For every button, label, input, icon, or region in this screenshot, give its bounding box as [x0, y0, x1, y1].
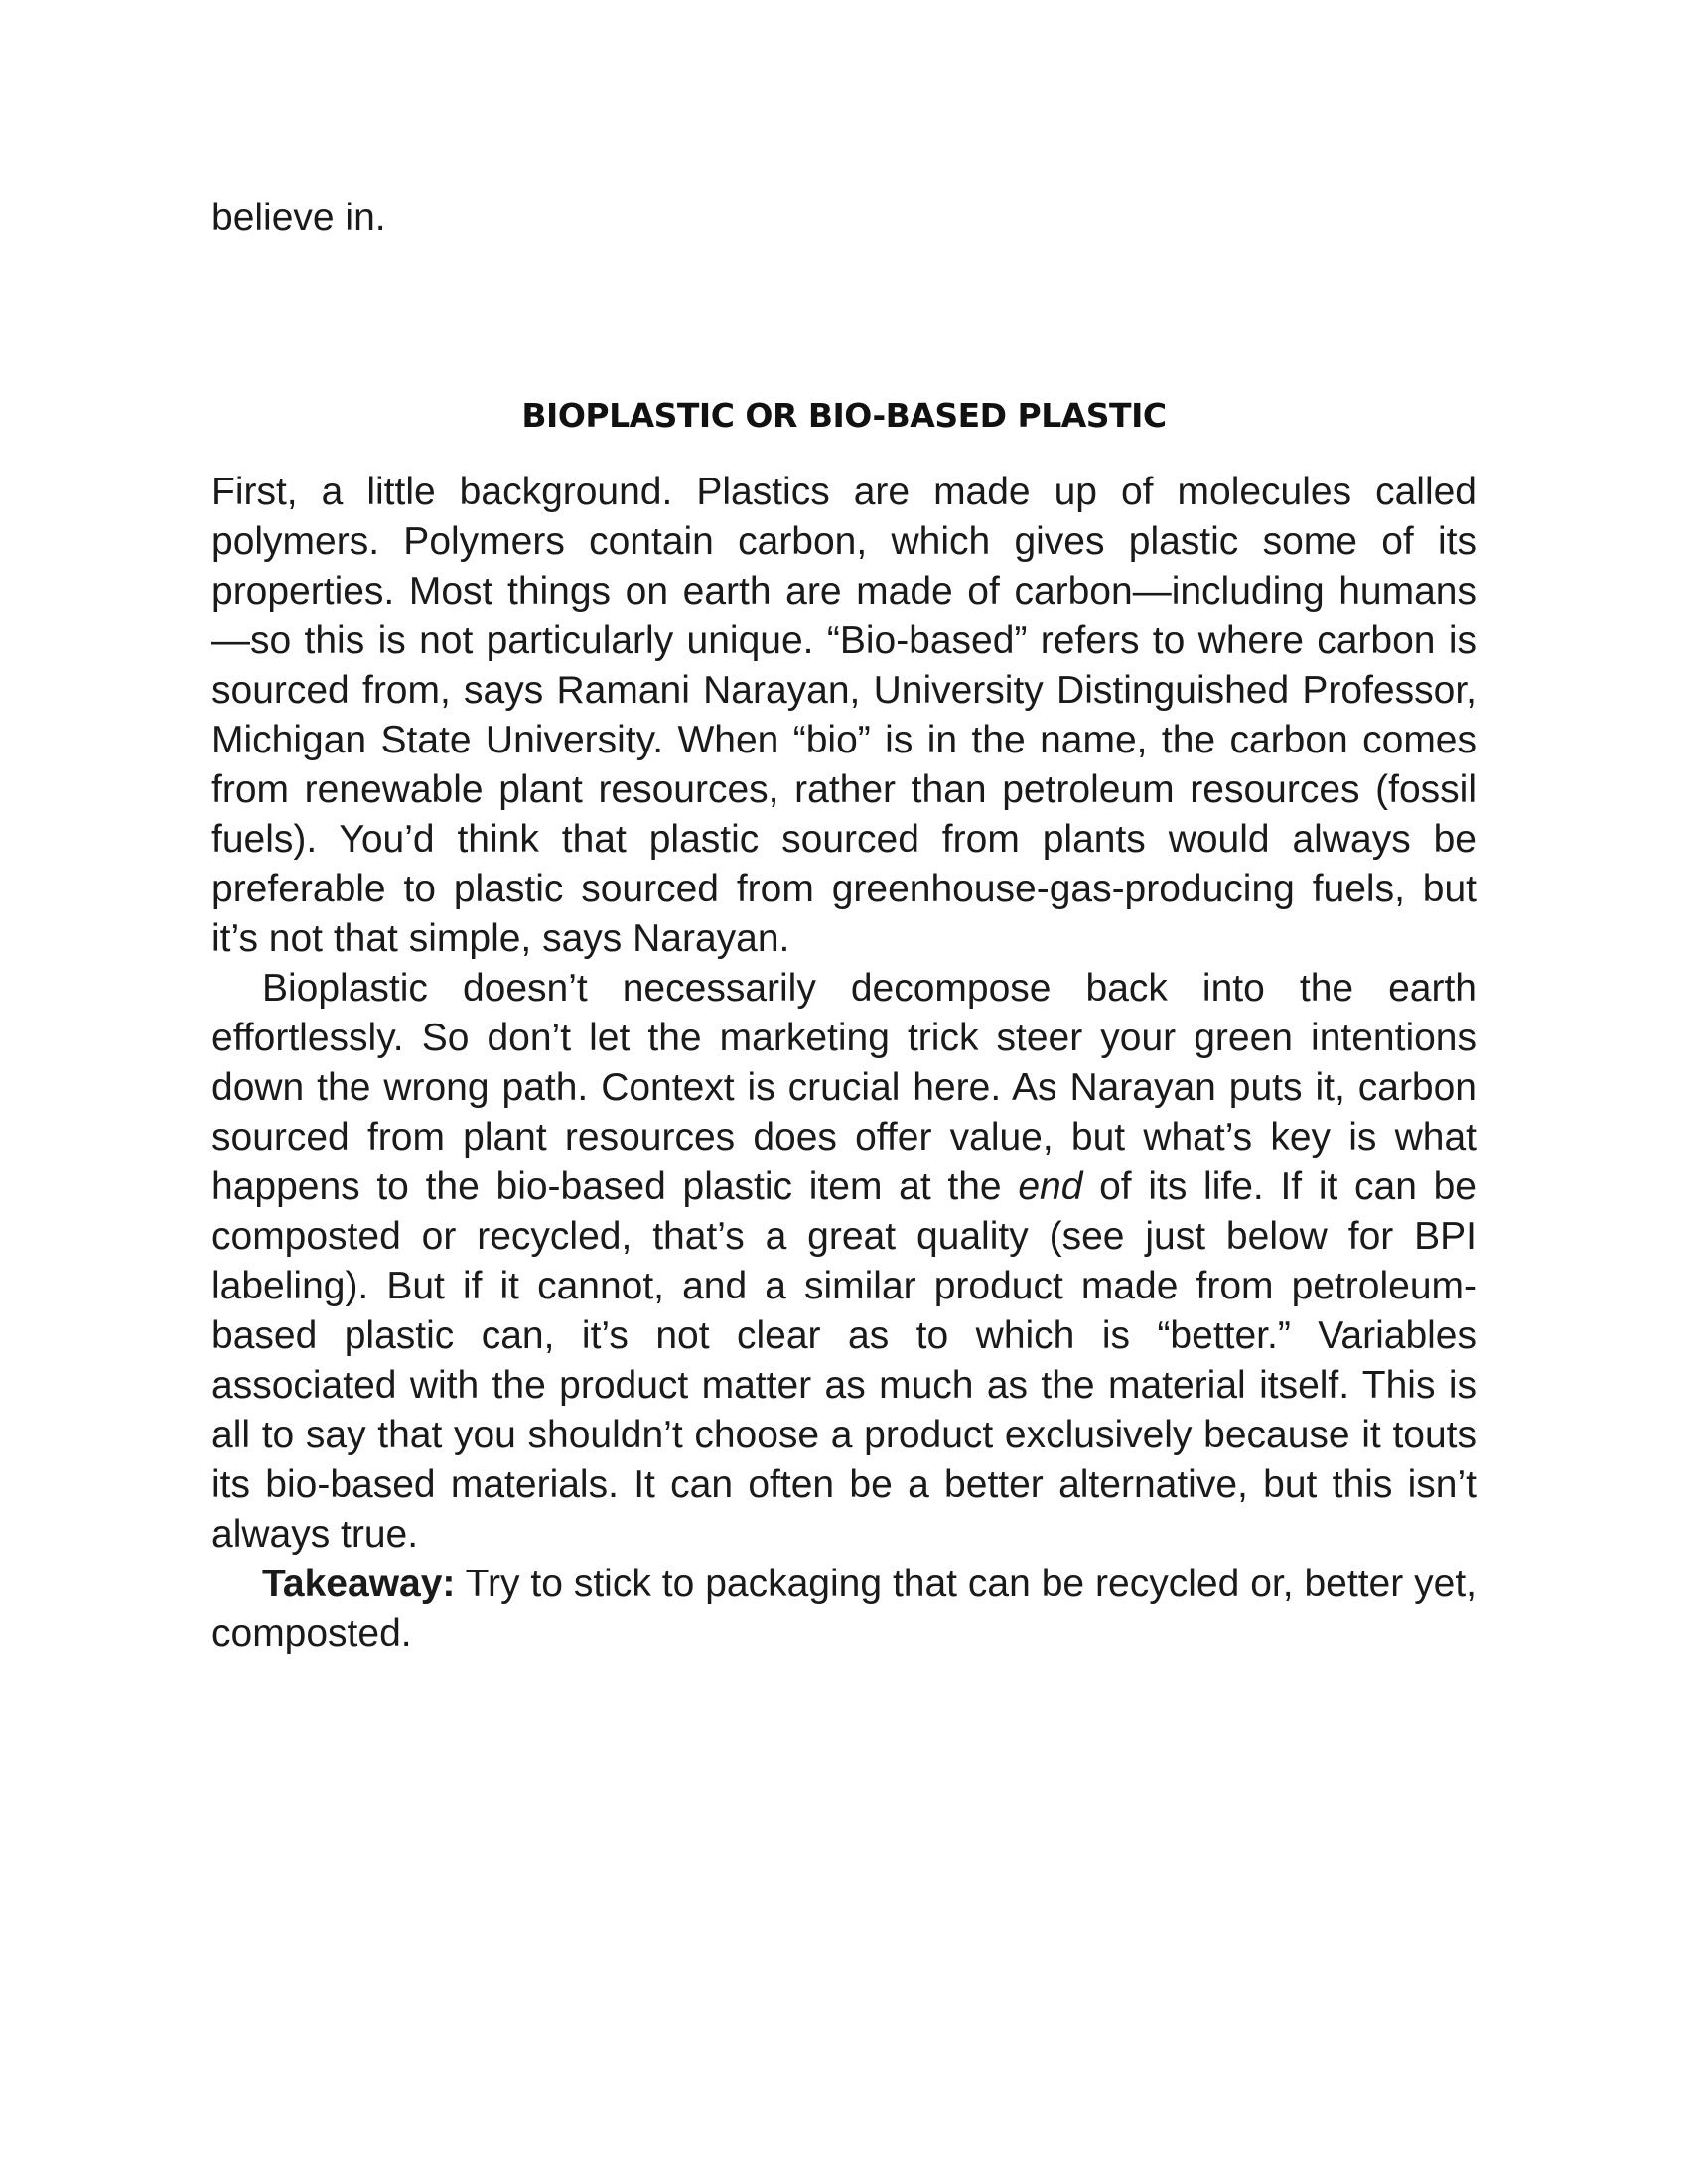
paragraph-background: First, a little background. Plastics are made up of molecules called polymers. Polymers contain carbon, which gives plastic some of its properties. Most things on earth are made of carbon—including humans—so this is not particularly unique. “Bio-based” refers to where carbon is sourced from, says Ramani Narayan, University Distinguished Professor, Michigan State University. When “bio” is in the name, the carbon comes from renewable plant resources, rather than petroleum resources (fossil fuels). You’d think that plastic sourced from plants would always be preferable to plastic sourced from greenhouse-gas-producing fuels, but it’s not that simple, says Narayan. [211, 471, 1477, 960]
takeaway-label: Takeaway: [262, 1563, 456, 1605]
paragraph-bioplastic-text-1: Bioplastic doesn’t necessarily decompose back into the earth effortlessly. So don’t let the marketing trick steer your green intentions down the wrong path. Context is crucial here. As Narayan puts it, carbon sourced from plant resources does offer value, but what’s key is what happens to the bio-based plastic item at the [211, 967, 1477, 1208]
paragraph-bioplastic [211, 964, 1477, 1560]
carryover-text: believe in. [211, 197, 386, 239]
takeaway-paragraph [211, 1560, 1477, 1659]
emphasis-end: end [1018, 1165, 1083, 1208]
paragraph-bioplastic-text-2: of its life. If it can be composted or recycled, that’s a great quality (see just below for BPI labeling). But if it cannot, and a similar product made from petroleum-based plastic can, it’s not clear as to which is “better.” Variables associated with the product matter as much as the material itself. This is all to say that you shouldn’t choose a product exclusively because it touts its bio-based materials. It can often be a better alternative, but this isn’t always true. [211, 1165, 1477, 1556]
section-heading: BIOPLASTIC OR BIO-BASED PLASTIC [521, 396, 1167, 435]
takeaway-text: Try to stick to packaging that can be recycled or, better yet, composted. [211, 1563, 1477, 1655]
document-page [211, 194, 1477, 1659]
